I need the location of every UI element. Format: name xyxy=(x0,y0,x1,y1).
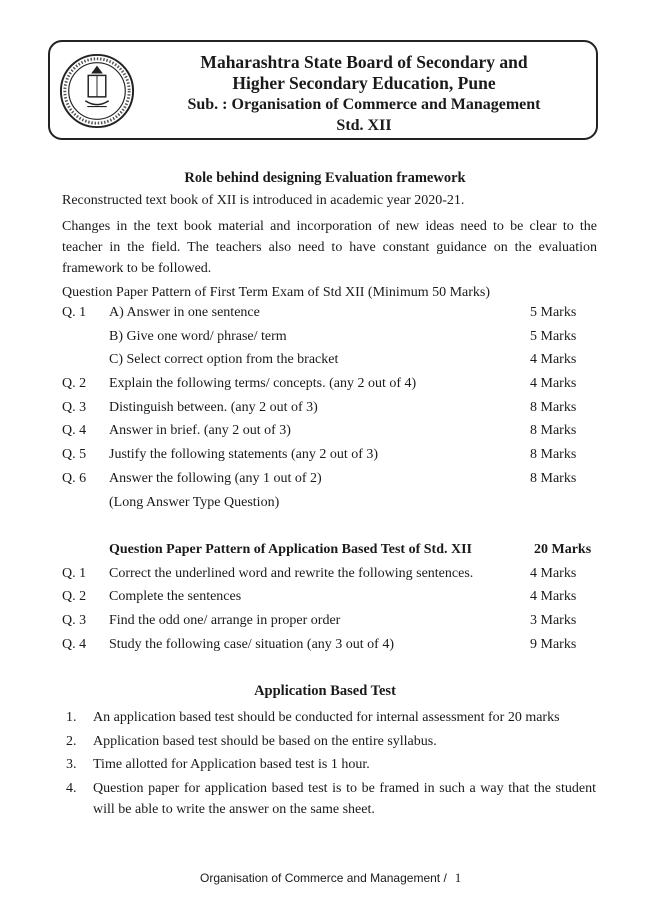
question-description: Answer in brief. (any 2 out of 3) xyxy=(109,423,291,438)
question-description: C) Select correct option from the bracket xyxy=(109,352,339,367)
question-description: Complete the sentences xyxy=(109,589,242,604)
list-number: 4. xyxy=(66,781,77,796)
question-number: Q. 4 xyxy=(62,423,87,438)
question-description: (Long Answer Type Question) xyxy=(109,495,280,510)
question-number: Q. 4 xyxy=(62,637,87,652)
list-text: Question paper for application based test is to be framed in such a way that the student will be able to write the answer on the same sheet. xyxy=(93,781,596,817)
header-text xyxy=(138,52,590,136)
table-row xyxy=(62,637,602,659)
board-name-line2: Higher Secondary Education, Pune xyxy=(232,73,496,93)
question-marks: 8 Marks xyxy=(530,447,577,462)
subject-line: Sub. : Organisation of Commerce and Management xyxy=(187,96,541,113)
list-text: An application based test should be conducted for internal assessment for 20 marks xyxy=(93,710,560,725)
question-description: A) Answer in one sentence xyxy=(109,305,260,320)
footer-text: Organisation of Commerce and Management / xyxy=(200,871,447,885)
question-number: Q. 5 xyxy=(62,447,87,462)
question-marks: 8 Marks xyxy=(530,400,577,415)
table-row xyxy=(62,566,602,588)
page-number: 1 xyxy=(454,870,462,885)
question-marks: 4 Marks xyxy=(530,352,577,367)
table-row xyxy=(62,352,602,374)
page-footer xyxy=(200,870,461,886)
question-number: Q. 2 xyxy=(62,376,87,391)
question-number: Q. 1 xyxy=(62,566,87,581)
intro-paragraph: Reconstructed text book of XII is introduced in academic year 2020-21. xyxy=(62,193,465,208)
question-number: Q. 1 xyxy=(62,305,87,320)
table-row xyxy=(62,495,602,517)
question-marks: 5 Marks xyxy=(530,329,577,344)
application-pattern-heading: Question Paper Pattern of Application Based Test of Std. XII xyxy=(109,542,472,557)
question-description: Justify the following statements (any 2 out of 3) xyxy=(109,447,379,462)
question-marks: 3 Marks xyxy=(530,613,577,628)
table-row xyxy=(62,423,602,445)
question-description: Study the following case/ situation (any 3 out of 4) xyxy=(109,637,395,652)
question-marks: 8 Marks xyxy=(530,471,577,486)
question-number: Q. 3 xyxy=(62,613,87,628)
changes-paragraph: Changes in the text book material and incorporation of new ideas need to be clear to the teacher in the field. The teachers also need to have constant guidance on the evaluation framework to be followed. xyxy=(62,219,597,276)
table-row xyxy=(62,376,602,398)
board-name-line1: Maharashtra State Board of Secondary and xyxy=(200,52,528,72)
question-marks: 8 Marks xyxy=(530,423,577,438)
question-description: Find the odd one/ arrange in proper order xyxy=(109,613,341,628)
table-row xyxy=(62,471,602,493)
std-line: Std. XII xyxy=(336,117,392,134)
question-description: Explain the following terms/ concepts. (any 2 out of 4) xyxy=(109,376,417,391)
list-number: 2. xyxy=(66,734,77,749)
question-marks: 4 Marks xyxy=(530,566,577,581)
list-text: Time allotted for Application based test is 1 hour. xyxy=(93,757,370,772)
section-title-evaluation: Role behind designing Evaluation framework xyxy=(184,170,466,186)
list-number: 1. xyxy=(66,710,77,725)
question-marks: 4 Marks xyxy=(530,376,577,391)
question-description: B) Give one word/ phrase/ term xyxy=(109,329,287,344)
table-row xyxy=(62,613,602,635)
table-row xyxy=(62,305,602,327)
application-pattern-heading-row xyxy=(62,542,602,564)
question-marks: 9 Marks xyxy=(530,637,577,652)
board-seal-logo xyxy=(58,52,136,130)
question-number: Q. 2 xyxy=(62,589,87,604)
header-box xyxy=(48,40,598,140)
list-number: 3. xyxy=(66,757,77,772)
table-row xyxy=(62,329,602,351)
question-number: Q. 3 xyxy=(62,400,87,415)
question-marks: 5 Marks xyxy=(530,305,577,320)
table-row xyxy=(62,589,602,611)
question-marks: 4 Marks xyxy=(530,589,577,604)
first-term-pattern-heading: Question Paper Pattern of First Term Exam of Std XII (Minimum 50 Marks) xyxy=(62,285,491,300)
list-text: Application based test should be based on the entire syllabus. xyxy=(93,734,437,749)
application-pattern-total: 20 Marks xyxy=(534,542,592,557)
table-row xyxy=(62,400,602,422)
question-description: Correct the underlined word and rewrite the following sentences. xyxy=(109,566,474,581)
question-description: Distinguish between. (any 2 out of 3) xyxy=(109,400,318,415)
table-row xyxy=(62,447,602,469)
question-number: Q. 6 xyxy=(62,471,87,486)
question-description: Answer the following (any 1 out of 2) xyxy=(109,471,322,486)
section-title-application-test: Application Based Test xyxy=(254,683,396,699)
